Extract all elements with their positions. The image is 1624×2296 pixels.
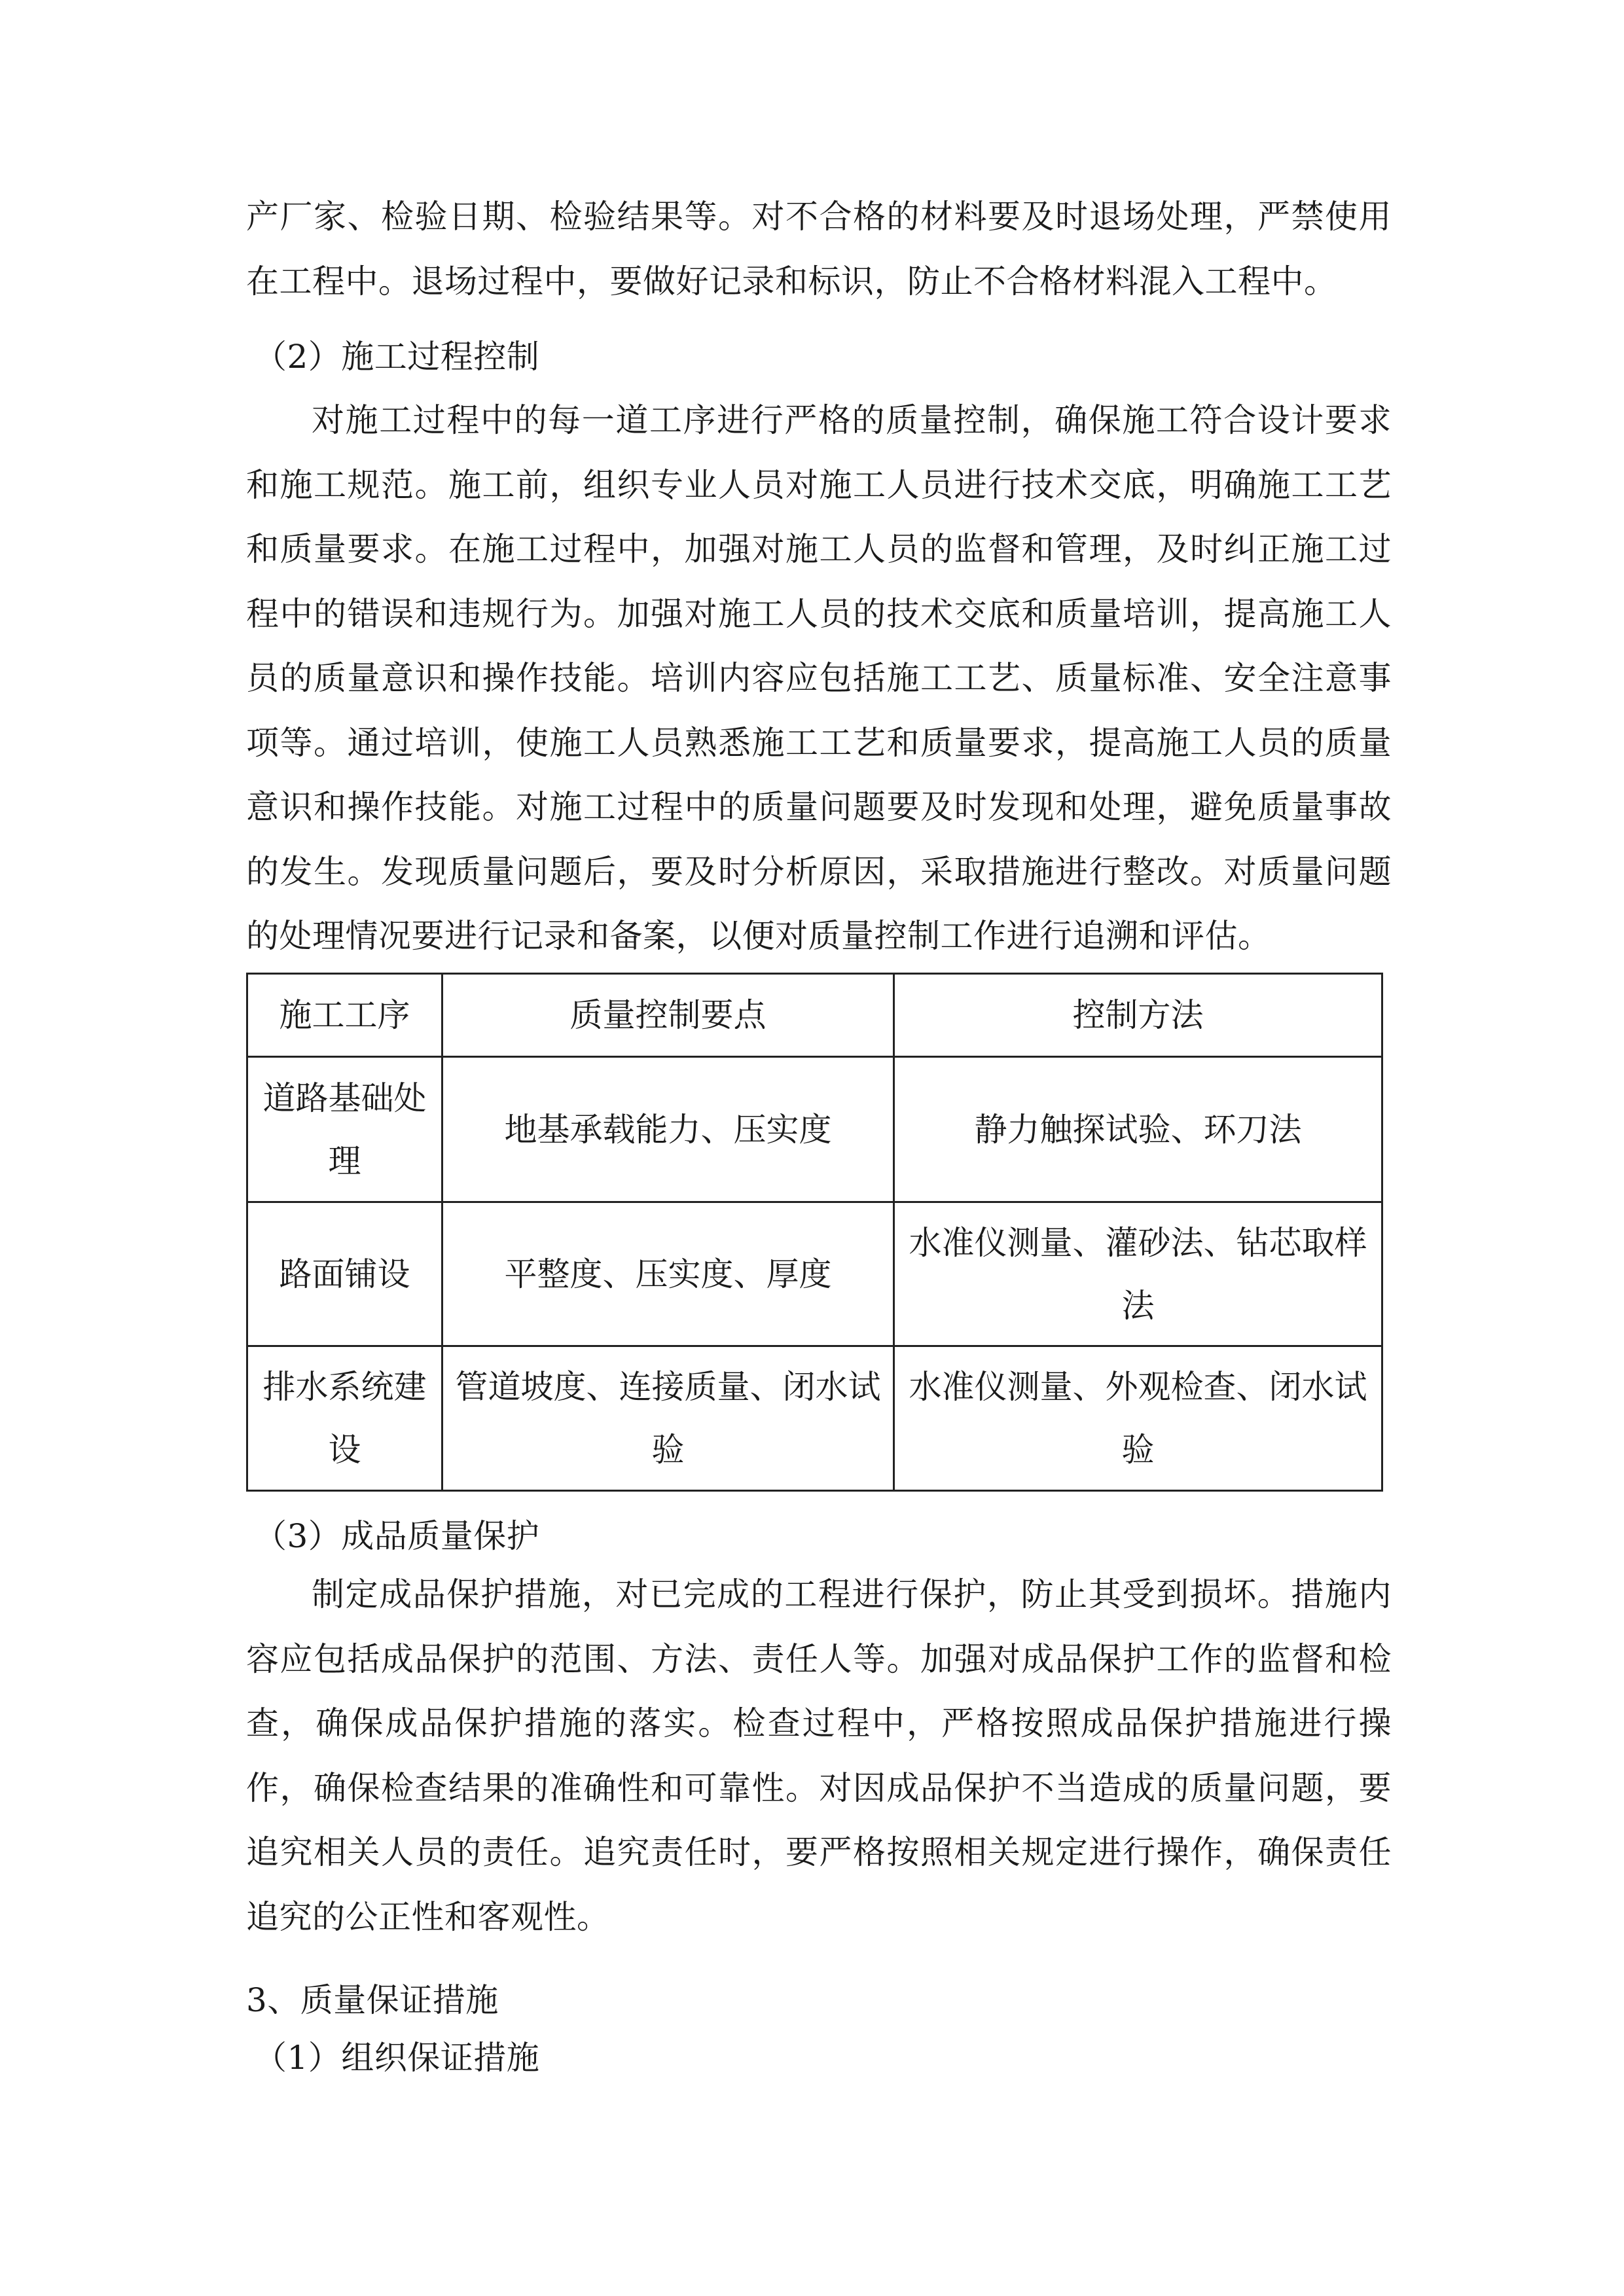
heading-product-protection: （3）成品质量保护 — [254, 1517, 540, 1555]
table-header-cell: 质量控制要点 — [442, 974, 894, 1057]
heading-organization-assurance: （1）组织保证措施 — [254, 2039, 540, 2077]
table-header-row — [247, 974, 1382, 1057]
table-cell: 管道坡度、连接质量、闭水试验 — [442, 1346, 894, 1491]
table-cell: 排水系统建设 — [247, 1346, 442, 1491]
paragraph-construction-control: 对施工过程中的每一道工序进行严格的质量控制，确保施工符合设计要求和施工规范。施工前，组织专业人员对施工人员进行技术交底，明确施工工艺和质量要求。在施工过程中，加强对施工人员的监督和管理，及时纠正施工过程中的错误和违规行为。加强对施工人员的技术交底和质量培训，提高施工人员的质量意识和操作技能。培训内容应包括施工工艺、质量标准、安全注意事项等。通过培训，使施工人员熟悉施工工艺和质量要求，提高施工人员的质量意识和操作技能。对施工过程中的质量问题要及时发现和处理，避免质量事故的发生。发现质量问题后，要及时分析原因，采取措施进行整改。对质量问题的处理情况要进行记录和备案，以便对质量控制工作进行追溯和评估。 — [246, 401, 1392, 955]
table-row — [247, 1057, 1382, 1202]
table-cell: 地基承载能力、压实度 — [442, 1057, 894, 1202]
paragraph-product-protection: 制定成品保护措施，对已完成的工程进行保护，防止其受到损坏。措施内容应包括成品保护的范围、方法、责任人等。加强对成品保护工作的监督和检查，确保成品保护措施的落实。检查过程中，严格按照成品保护措施进行操作，确保检查结果的准确性和可靠性。对因成品保护不当造成的质量问题，要追究相关人员的责任。追究责任时，要严格按照相关规定进行操作，确保责任追究的公正性和客观性。 — [246, 1575, 1392, 1936]
quality-control-table — [246, 973, 1383, 1492]
table-cell: 水准仪测量、外观检查、闭水试验 — [894, 1346, 1382, 1491]
table-row — [247, 1346, 1382, 1491]
table-cell: 静力触探试验、环刀法 — [894, 1057, 1382, 1202]
table-cell: 道路基础处理 — [247, 1057, 442, 1202]
heading-quality-assurance: 3、质量保证措施 — [246, 1981, 499, 2019]
table-header-cell: 控制方法 — [894, 974, 1382, 1057]
table-header-cell: 施工工序 — [247, 974, 442, 1057]
table-cell: 路面铺设 — [247, 1202, 442, 1346]
heading-construction-control: （2）施工过程控制 — [254, 338, 540, 376]
table-row — [247, 1202, 1382, 1346]
table-cell: 平整度、压实度、厚度 — [442, 1202, 894, 1346]
table-cell: 水准仪测量、灌砂法、钻芯取样法 — [894, 1202, 1382, 1346]
paragraph-material-exit: 产厂家、检验日期、检验结果等。对不合格的材料要及时退场处理，严禁使用在工程中。退场过程中，要做好记录和标识，防止不合格材料混入工程中。 — [246, 198, 1392, 300]
